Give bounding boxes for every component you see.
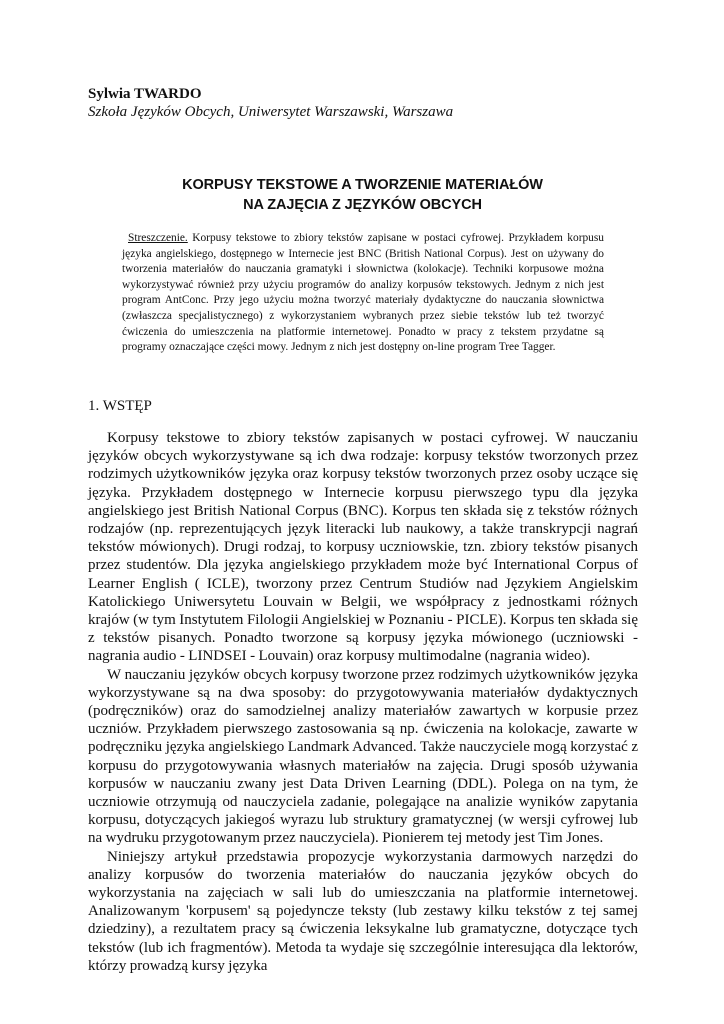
author-name: Sylwia TWARDO (88, 86, 202, 102)
author-affiliation: Szkoła Języków Obcych, Uniwersytet Warszawski, Warszawa (88, 104, 454, 120)
title-line-2: NA ZAJĘCIA Z JĘZYKÓW OBCYCH (243, 197, 482, 213)
paragraph-2: W nauczaniu języków obcych korpusy tworzone przez rodzimych użytkowników języka wykorzystywane są na dwa sposoby: do przygotowywania materiałów dydaktycznych (podręczników) oraz do samodzielnej analizy materiałów zawartych w korpusie przez uczniów. Przykładem pierwszego zastosowania są np. ćwiczenia na kolokacje, zawarte w podręczniku języka angielskiego Landmark Advanced. Także nauczyciele mogą korzystać z korpusu do przygotowywania własnych materiałów na zajęcia. Drugi sposób używania korpusów w nauczaniu zwany jest Data Driven Learning (DDL). Polega on na tym, że uczniowie otrzymują od nauczyciela zadanie, polegające na analizie wyników zapytania korpusu, dotyczących jakiegoś wyrazu lub struktury gramatycznej (w wersji cyfrowej lub na wydruku przygotowanym przez nauczyciela). Pionierem tej metody jest Tim Jones. (88, 666, 638, 847)
abstract-text: Korpusy tekstowe to zbiory tekstów zapisane w postaci cyfrowej. Przykładem korpusu języka angielskiego, dostępnego w Internecie jest BNC (British National Corpus). Jest on używany do tworzenia materiałów do nauczania gramatyki i słownictwa (kolokacje). Techniki korpusowe można wykorzystywać również przy użyciu programów do analizy korpusów tekstowych. Jednym z nich jest program AntConc. Przy jego użyciu można tworzyć materiały dydaktyczne do nauczania słownictwa (zwłaszcza specjalistycznego) z wykorzystaniem wybranych przez siebie tekstów lub też tworzyć ćwiczenia do umieszczenia na platformie internetowej. Ponadto w pracy z tekstem przydatne są programy oznaczające części mowy. Jednym z nich jest dostępny on-line program Tree Tagger. (122, 232, 604, 354)
paragraph-3: Niniejszy artykuł przedstawia propozycje wykorzystania darmowych narzędzi do analizy korpusów do tworzenia materiałów do nauczania języków obcych do wykorzystania na zajęciach w sali lub do umieszczania na platformie internetowej. Analizowanym 'korpusem' są pojedyncze teksty (lub zestawy kilku tekstów z tej samej dziedziny), a rezultatem pracy są ćwiczenia leksykalne lub gramatyczne, dotyczące tych tekstów (lub ich fragmentów). Metoda ta wydaje się szczególnie interesująca dla lektorów, którzy prowadzą kursy języka (88, 848, 638, 974)
section-body (88, 429, 638, 975)
title-line-1: KORPUSY TEKSTOWE A TWORZENIE MATERIAŁÓW (182, 177, 543, 193)
abstract (122, 231, 604, 356)
section-heading: 1. WSTĘP (88, 398, 152, 414)
author-block (88, 85, 648, 122)
article-title (88, 175, 637, 215)
abstract-label: Streszczenie. (128, 232, 188, 244)
paragraph-1: Korpusy tekstowe to zbiory tekstów zapisanych w postaci cyfrowej. W nauczaniu języków obcych wykorzystywane są ich dwa rodzaje: korpusy tekstów tworzonych przez rodzimych użytkowników języka oraz korpusy tekstów tworzonych przez osoby uczące się języka. Przykładem dostępnego w Internecie korpusu pierwszego typu dla języka angielskiego jest British National Corpus (BNC). Korpus ten składa się z tekstów różnych rodzajów (np. reprezentujących język literacki lub naukowy, a także transkrypcji nagrań tekstów mówionych). Drugi rodzaj, to korpusy uczniowskie, tzn. zbiory tekstów pisanych przez studentów. Dla języka angielskiego przykładem może być International Corpus of Learner English ( ICLE), tworzony przez Centrum Studiów nad Językiem Angielskim Katolickiego Uniwersytetu Louvain w Belgii, we współpracy z jednostkami różnych krajów (w tym Instytutem Filologii Angielskiej w Poznaniu - PICLE). Korpus ten składa się z tekstów pisanych. Ponadto tworzone są korpusy języka mówionego (uczniowski - nagrania audio - LINDSEI - Louvain) oraz korpusy multimodalne (nagrania wideo). (88, 430, 638, 665)
